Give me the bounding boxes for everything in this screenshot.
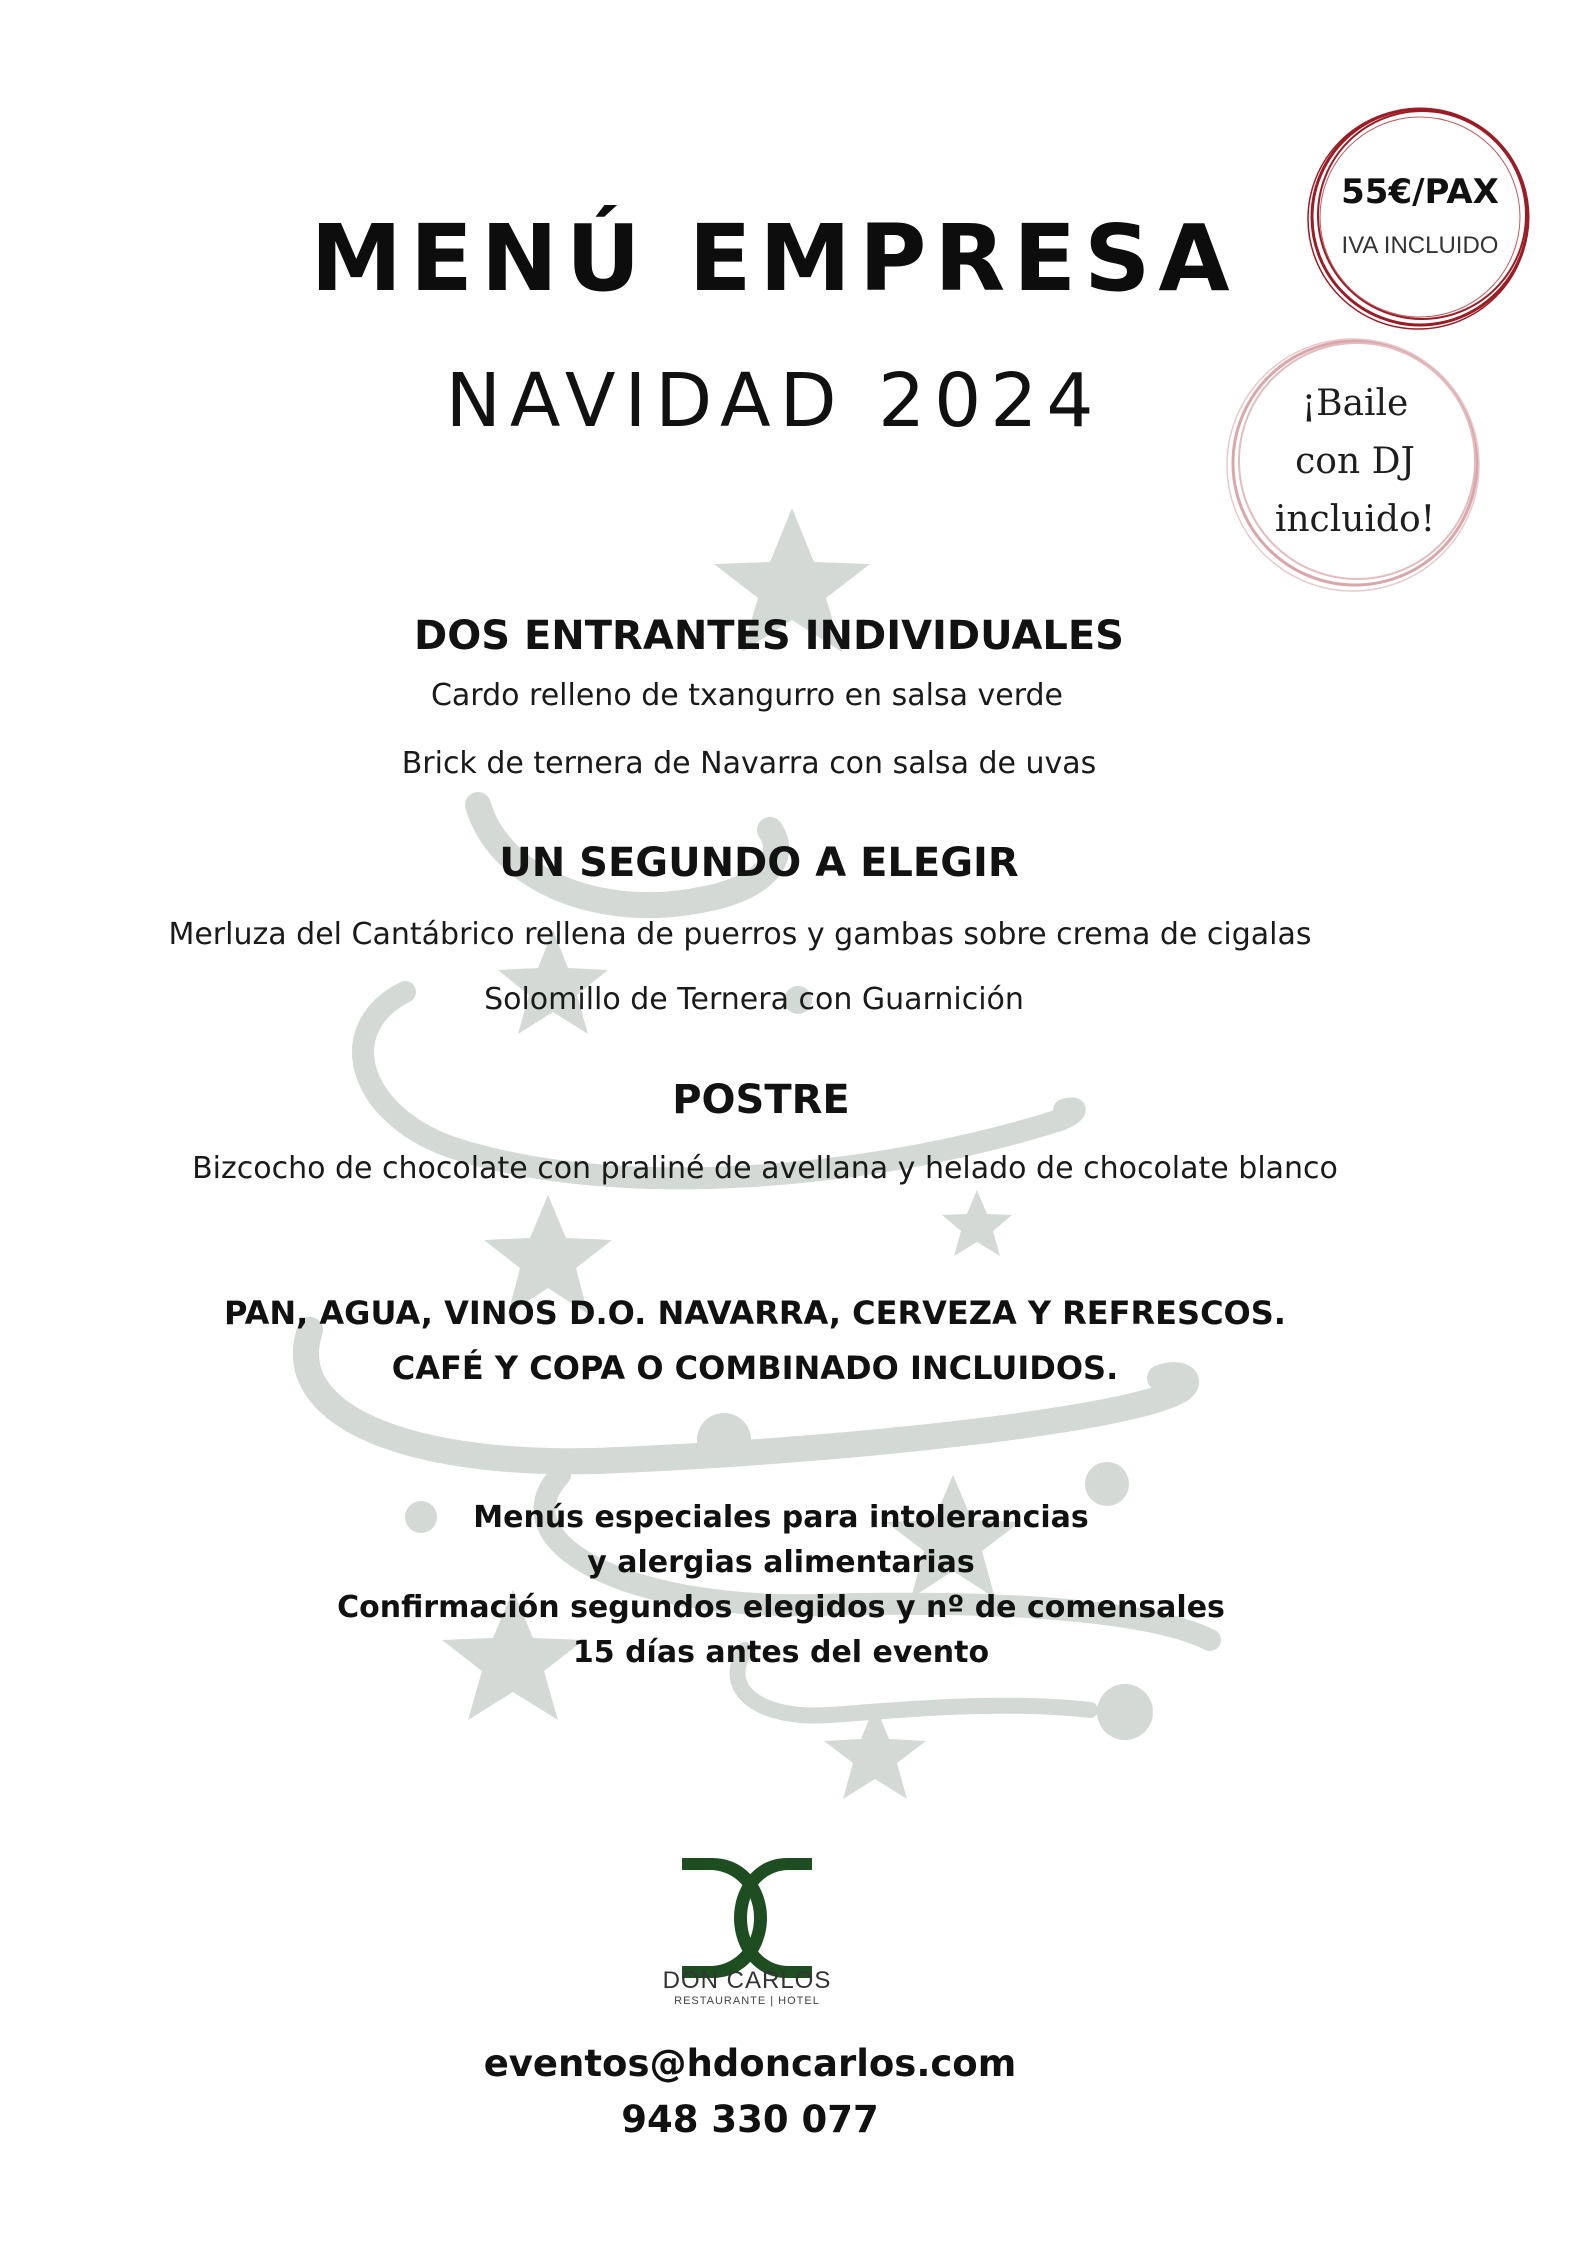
- included-line: PAN, AGUA, VINOS D.O. NAVARRA, CERVEZA Y REFRESCOS.: [224, 1294, 1286, 1332]
- notes-line: y alergias alimentarias: [587, 1545, 975, 1580]
- main-item: Merluza del Cantábrico rellena de puerros y gambas sobre crema de cigalas: [168, 917, 1312, 952]
- logo-name: DON CARLOS: [662, 1967, 832, 1994]
- starter-item: Brick de ternera de Navarra con salsa de uvas: [401, 746, 1097, 781]
- contact-email[interactable]: eventos@hdoncarlos.com: [483, 2042, 1017, 2085]
- dessert-heading: POSTRE: [672, 1077, 850, 1123]
- price-value: 55€/PAX: [1341, 172, 1499, 212]
- logo-tagline: RESTAURANTE | HOTEL: [674, 1995, 820, 2007]
- notes-line: 15 días antes del evento: [572, 1635, 990, 1670]
- page-subtitle: NAVIDAD 2024: [445, 358, 1103, 444]
- main-heading: UN SEGUNDO A ELEGIR: [499, 840, 1019, 886]
- dj-line-1: ¡Baile: [1301, 383, 1409, 424]
- price-badge-ring: [1298, 95, 1542, 339]
- starter-item: Cardo relleno de txangurro en salsa verde: [430, 678, 1064, 713]
- included-line: CAFÉ Y COPA O COMBINADO INCLUIDOS.: [391, 1349, 1119, 1387]
- ornament-icon: [1097, 1684, 1153, 1740]
- price-note: IVA INCLUIDO: [1341, 232, 1499, 259]
- dj-badge-text: [1240, 375, 1470, 549]
- notes-line: Confirmación segundos elegidos y nº de comensales: [337, 1590, 1225, 1625]
- dessert-item: Bizcocho de chocolate con praliné de avellana y helado de chocolate blanco: [192, 1151, 1338, 1186]
- star-icon: [942, 1190, 1012, 1256]
- main-item: Solomillo de Ternera con Guarnición: [484, 982, 1024, 1017]
- dj-line-2: con DJ: [1295, 441, 1415, 482]
- dj-line-3: incluido!: [1274, 499, 1436, 540]
- contact-phone[interactable]: 948 330 077: [621, 2098, 879, 2141]
- starters-heading: DOS ENTRANTES INDIVIDUALES: [414, 613, 1124, 659]
- page-title: MENÚ EMPRESA: [310, 205, 1238, 312]
- notes-line: Menús especiales para intolerancias: [473, 1500, 1089, 1535]
